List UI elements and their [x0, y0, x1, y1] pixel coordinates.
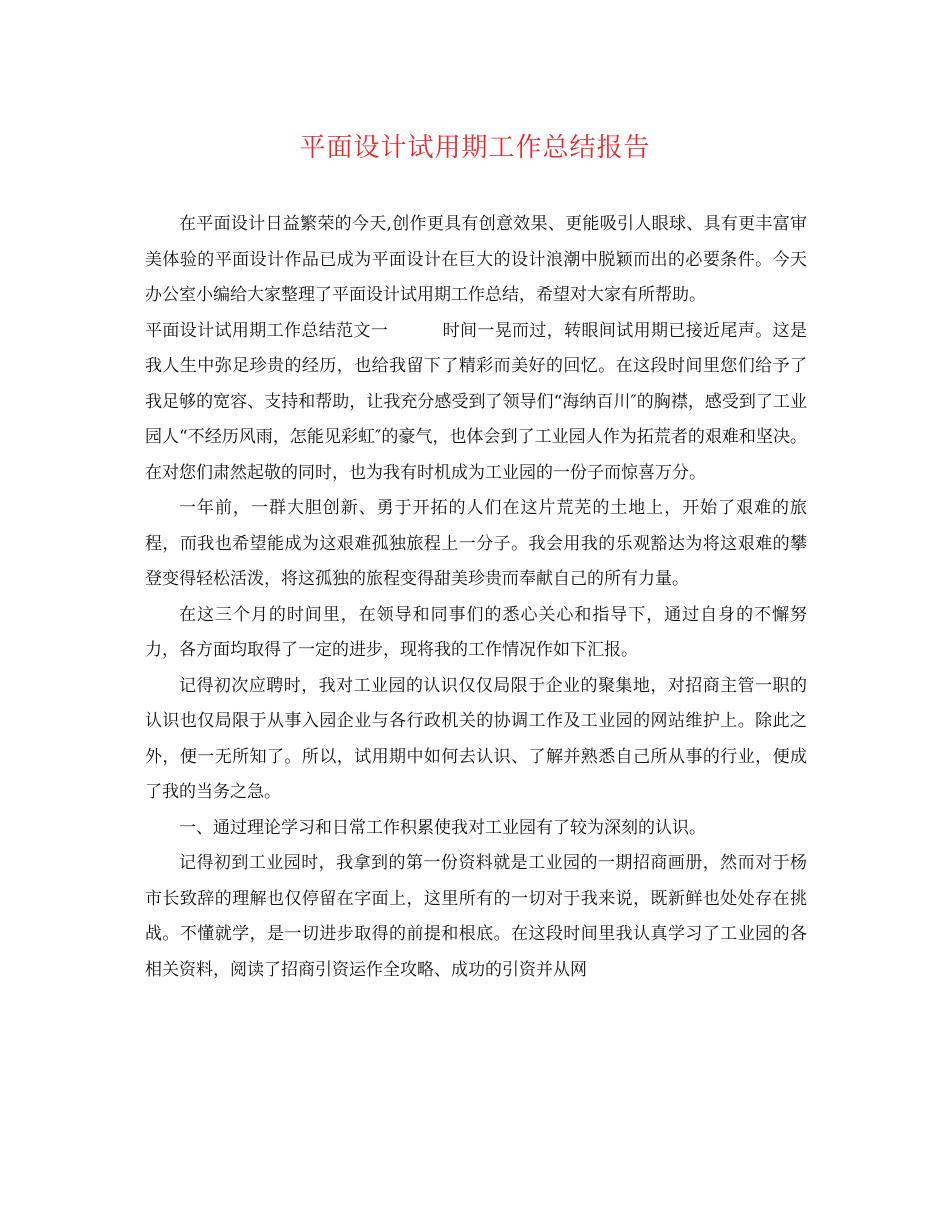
intro-paragraph: 在平面设计日益繁荣的今天,创作更具有创意效果、更能吸引人眼球、具有更丰富审美体验的平面设计作品已成为平面设计在巨大的设计浪潮中脱颖而出的必要条件。今天办公室小编给大家整理了平面设计试用期工作总结，希望对大家有所帮助。 — [145, 214, 807, 305]
body-paragraph: 在这三个月的时间里，在领导和同事们的悉心关心和指导下，通过自身的不懈努力，各方面均取得了一定的进步，现将我的工作情况作如下汇报。 — [145, 604, 807, 660]
section-lead-text: 时间一晃而过，转眼间试用期已接近尾声。这是我人生中弥足珍贵的经历，也给我留下了精彩而美好的回忆。在这段时间里您们给予了我足够的宽容、支持和帮助，让我充分感受到了领导们“海纳百川″的胸襟，感受到了工业园人“不经历风雨，怎能见彩虹″的豪气，也体会到了工业园人作为拓荒者的艰难和坚决。在对您们肃然起敬的同时，也为我有时机成为工业园的一份子而惊喜万分。 — [145, 320, 808, 483]
section-heading: 平面设计试用期工作总结范文一 — [145, 320, 389, 341]
subheading-paragraph: 一、通过理论学习和日常工作积累使我对工业园有了较为深刻的认识。 — [179, 817, 706, 838]
document-body — [145, 207, 807, 988]
document-title: 平面设计试用期工作总结报告 — [299, 133, 651, 163]
body-paragraph: 记得初次应聘时，我对工业园的认识仅仅局限于企业的聚集地，对招商主管一职的认识也仅局限于从事入园企业与各行政机关的协调工作及工业园的网站维护上。除此之外，便一无所知了。所以，试用期中如何去认识、了解并熟悉自己所从事的行业，便成了我的当务之急。 — [145, 675, 807, 802]
body-paragraph: 记得初到工业园时，我拿到的第一份资料就是工业园的一期招商画册，然而对于杨市长致辞的理解也仅停留在字面上，这里所有的一切对于我来说，既新鲜也处处存在挑战。不懂就学，是一切进步取得的前提和根底。在这段时间里我认真学习了工业园的各相关资料，阅读了招商引资运作全攻略、成功的引资并从网 — [145, 853, 807, 980]
body-paragraph: 一年前，一群大胆创新、勇于开拓的人们在这片荒芜的土地上，开始了艰难的旅程，而我也希望能成为这艰难孤独旅程上一分子。我会用我的乐观豁达为将这艰难的攀登变得轻松活泼，将这孤独的旅程变得甜美珍贵而奉献自己的所有力量。 — [145, 498, 807, 589]
section-paragraph — [145, 314, 807, 492]
